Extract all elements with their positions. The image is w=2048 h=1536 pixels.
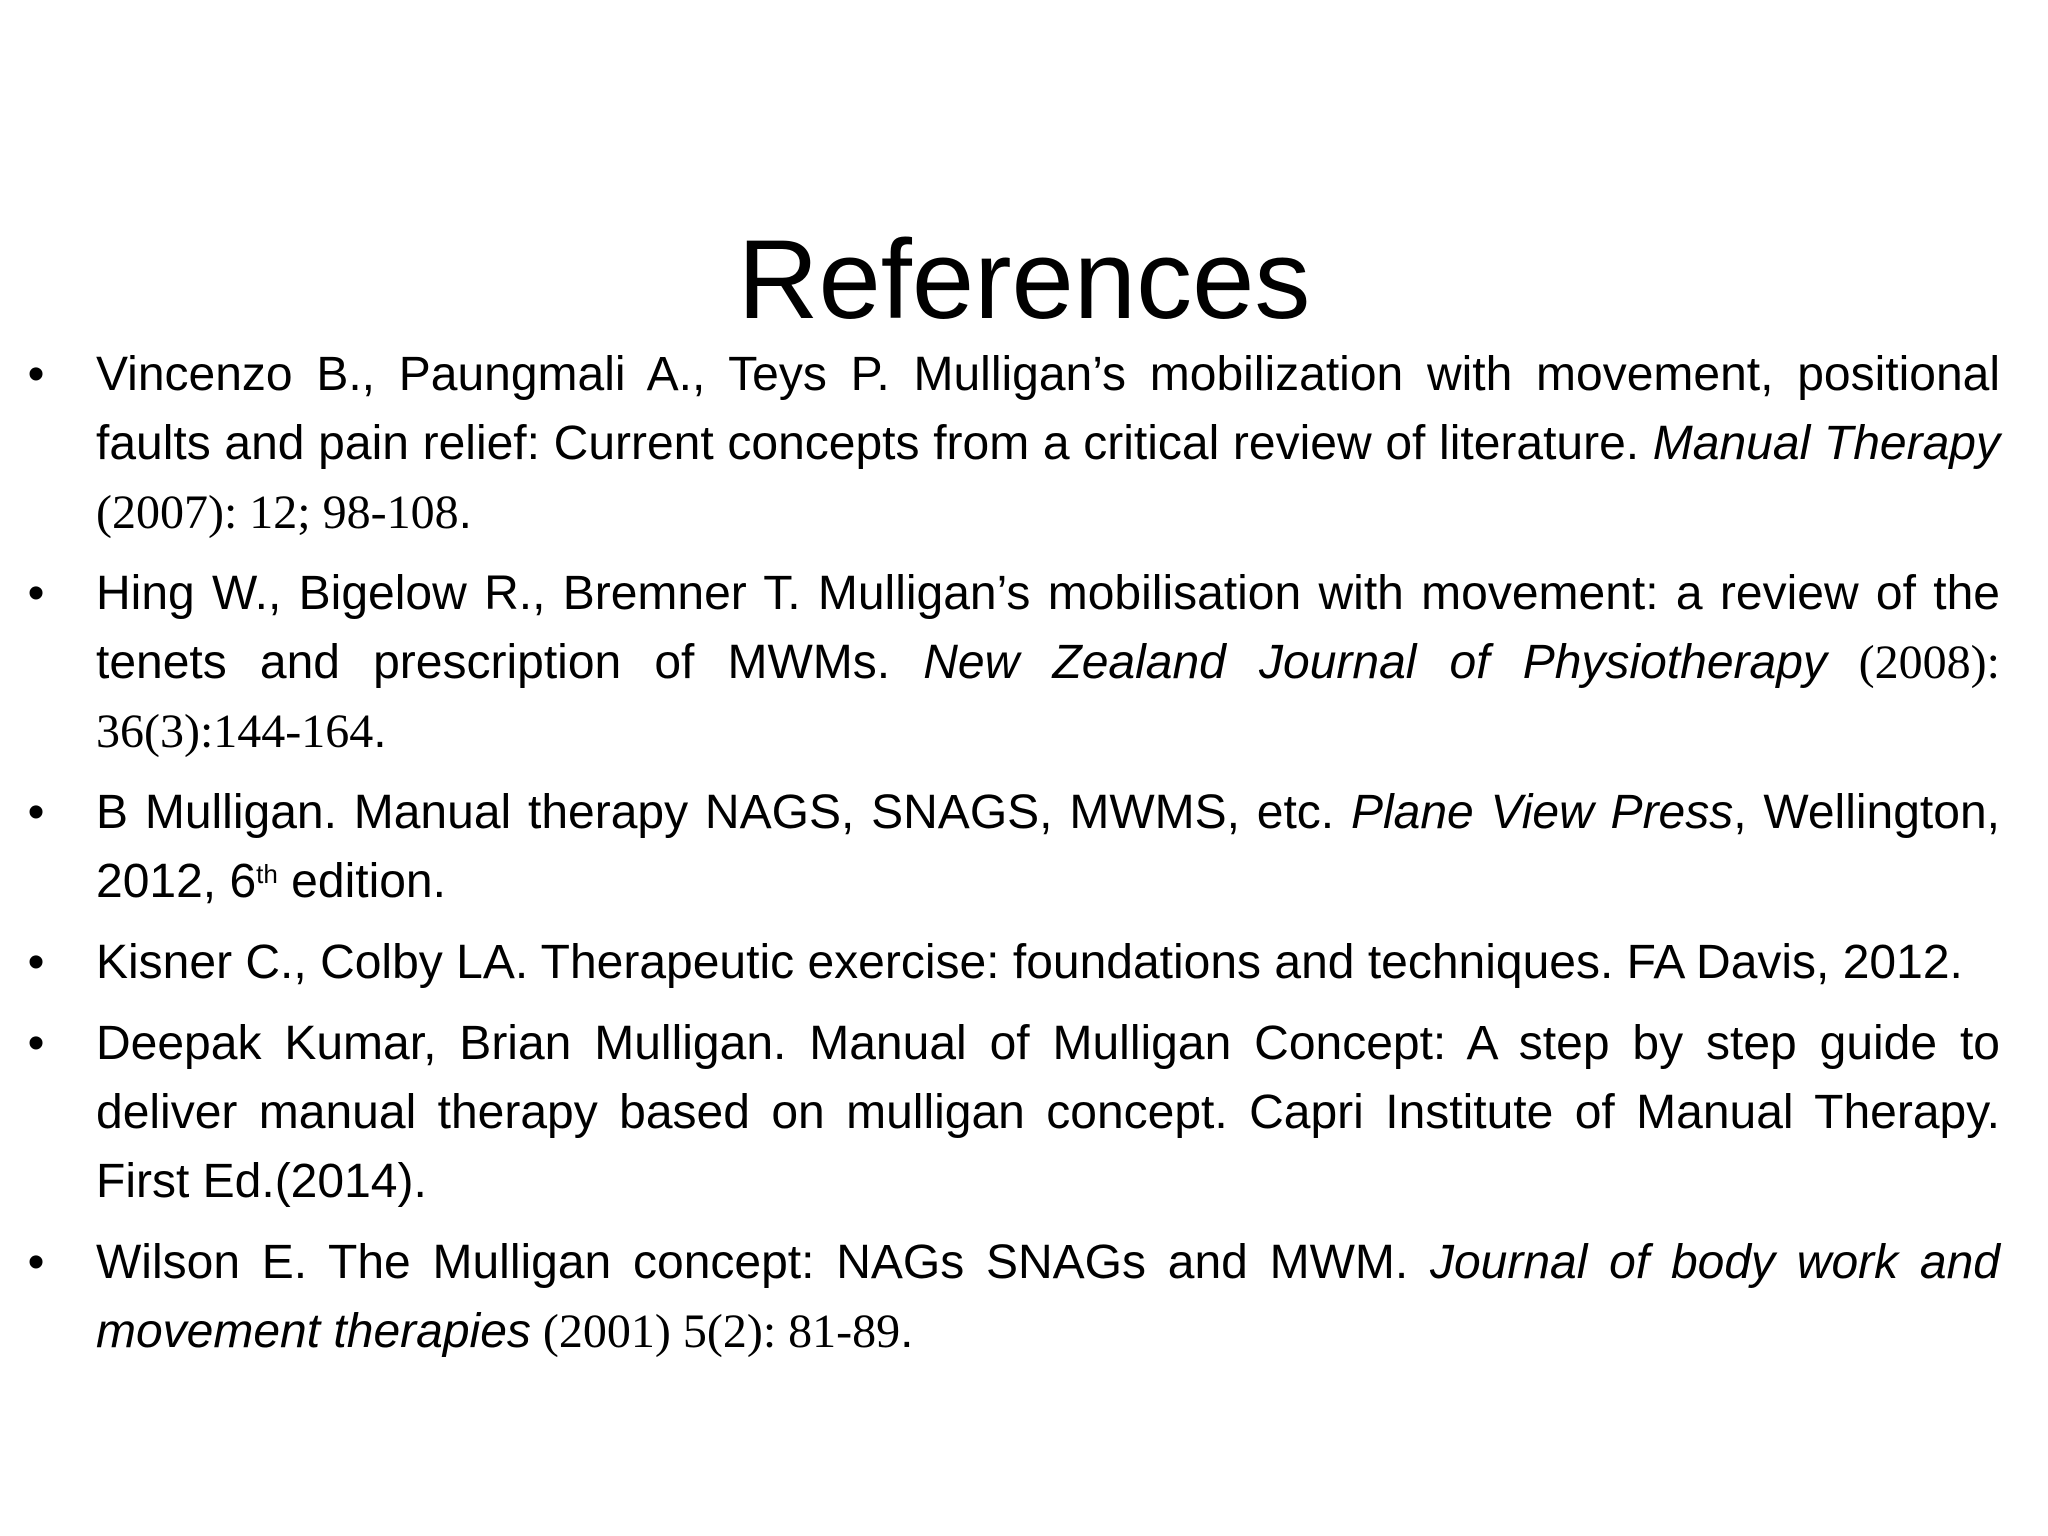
citation-details: (2007): 12; 98-108 [96, 486, 459, 539]
bullet-icon: • [27, 936, 45, 989]
reference-item-6 [27, 1228, 2000, 1366]
bullet-icon: • [27, 567, 45, 620]
bullet-icon: • [27, 786, 45, 839]
reference-text: Deepak Kumar, Brian Mulligan. Manual of Mulligan Concept: A step by step guide to deliver manual therapy based on mulligan concept. Capri Institute of Manual Therapy. First Ed.(2014). [96, 1017, 2000, 1208]
reference-end: . [458, 486, 472, 539]
journal-name: New Zealand Journal of Physiotherapy [923, 636, 1827, 689]
reference-end: . [373, 705, 387, 758]
bullet-icon: • [27, 1236, 45, 1289]
edition-superscript: th [256, 859, 278, 889]
reference-text: Hing W., Bigelow R., Bremner T. Mulligan’s mobilisation with movement: a review of the tenets and prescription of MWMs. [96, 567, 2000, 689]
reference-text: Vincenzo B., Paungmali A., Teys P. Mulligan’s mobilization with movement, positional faults and pain relief: Current concepts from a critical review of literature. [96, 348, 2000, 470]
reference-list [27, 340, 2000, 1378]
reference-item-1 [27, 340, 2000, 547]
journal-name: Plane View Press [1350, 786, 1734, 839]
citation-details: (2001) 5(2): 81-89 [530, 1305, 901, 1358]
reference-text: Wilson E. The Mulligan concept: NAGs SNAGs and MWM. [96, 1236, 1430, 1289]
reference-text: B Mulligan. Manual therapy NAGS, SNAGS, MWMS, etc. [96, 786, 1351, 839]
reference-item-3 [27, 778, 2000, 916]
bullet-icon: • [27, 1017, 45, 1070]
journal-name: Manual Therapy [1652, 417, 2000, 470]
reference-end: . [900, 1305, 914, 1358]
slide-title: References [737, 217, 1311, 343]
bullet-icon: • [27, 348, 45, 401]
reference-item-5 [27, 1009, 2000, 1216]
journal-name: Journal of body work and movement therapies [96, 1236, 2000, 1358]
reference-text: Kisner C., Colby LA. Therapeutic exercise: foundations and techniques. FA Davis, 2012. [96, 936, 1963, 989]
reference-end: edition. [277, 855, 446, 908]
publisher-details: , Wellington, 2012, 6 [96, 786, 2000, 908]
reference-item-4 [27, 928, 2000, 997]
citation-details: (2008): 36(3):144-164 [96, 636, 2000, 758]
reference-item-2 [27, 559, 2000, 766]
